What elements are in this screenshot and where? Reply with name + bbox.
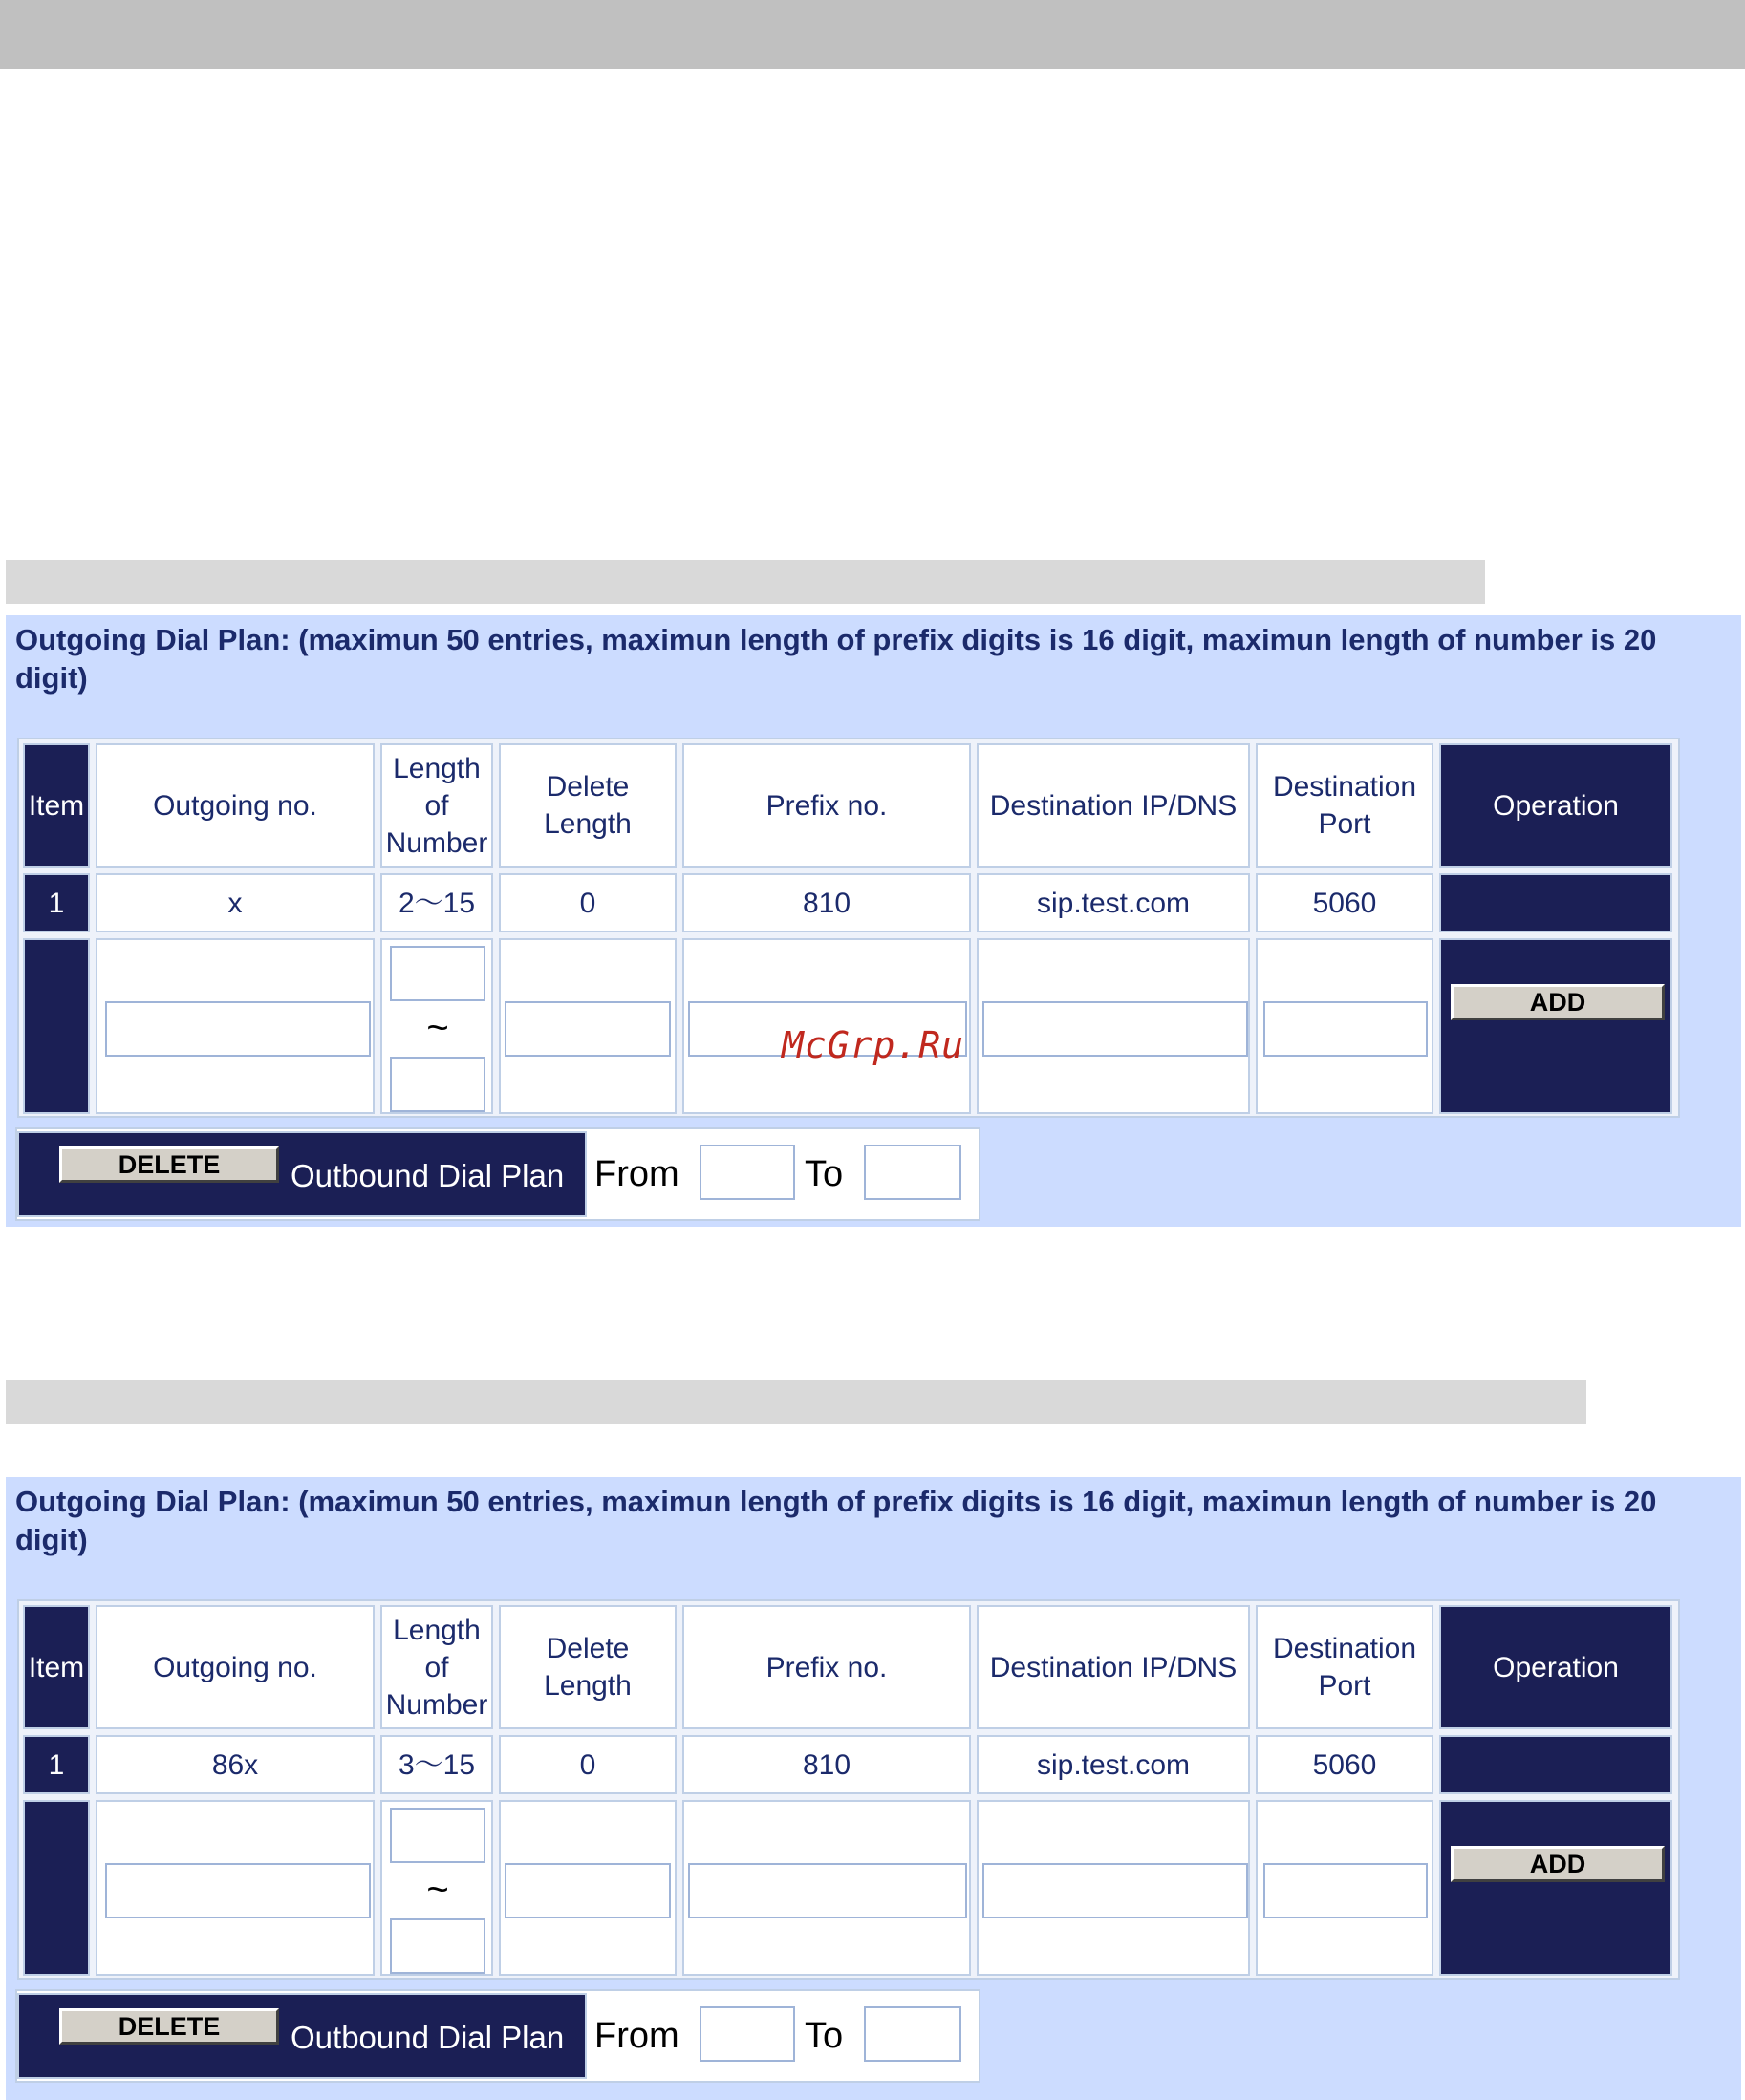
row-delete-length: 0	[499, 873, 677, 932]
to-label: To	[805, 2016, 844, 2056]
header-item: Item	[23, 1605, 90, 1729]
row-length-of-number: 2～15	[380, 873, 493, 932]
from-label: From	[594, 2016, 679, 2056]
row-outgoing-no: 86x	[96, 1735, 375, 1794]
row-operation	[1439, 1735, 1672, 1794]
row-operation	[1439, 873, 1672, 932]
row-prefix-no: 810	[682, 873, 971, 932]
length-min-input[interactable]	[390, 1808, 485, 1863]
header-destination-ip: Destination IP/DNS	[977, 743, 1250, 868]
row-destination-port: 5060	[1256, 873, 1433, 932]
range-tilde: ~	[426, 1869, 449, 1911]
dial-plan-panel-2	[6, 1477, 1741, 2100]
row-item: 1	[23, 873, 90, 932]
top-banner	[0, 0, 1745, 69]
to-input[interactable]	[864, 1145, 961, 1200]
row-prefix-no: 810	[682, 1735, 971, 1794]
add-button[interactable]: ADD	[1451, 1846, 1665, 1882]
header-operation: Operation	[1439, 743, 1672, 868]
watermark-logo: McGrp.Ru	[782, 1024, 965, 1066]
length-min-input[interactable]	[390, 946, 485, 1001]
delete-length-input[interactable]	[505, 1001, 671, 1057]
header-delete-length: Delete Length	[499, 1605, 677, 1729]
input-row-item	[23, 938, 90, 1114]
section-heading-bar-1	[6, 560, 1485, 604]
row-destination-ip: sip.test.com	[977, 873, 1250, 932]
header-length-of-number: Length of Number	[380, 743, 493, 868]
destination-port-input[interactable]	[1263, 1001, 1428, 1057]
row-delete-length: 0	[499, 1735, 677, 1794]
destination-ip-input[interactable]	[982, 1863, 1248, 1918]
from-label: From	[594, 1154, 679, 1194]
row-outgoing-no: x	[96, 873, 375, 932]
outgoing-no-input[interactable]	[105, 1863, 371, 1918]
range-tilde: ~	[426, 1007, 449, 1049]
delete-button[interactable]: DELETE	[59, 1146, 279, 1183]
header-prefix-no: Prefix no.	[682, 743, 971, 868]
header-operation: Operation	[1439, 1605, 1672, 1729]
from-input[interactable]	[700, 2006, 795, 2062]
row-item: 1	[23, 1735, 90, 1794]
header-length-of-number: Length of Number	[380, 1605, 493, 1729]
input-cell-operation	[1439, 1800, 1672, 1976]
add-button[interactable]: ADD	[1451, 984, 1665, 1020]
prefix-no-input[interactable]	[688, 1863, 967, 1918]
panel-title: Outgoing Dial Plan: (maximun 50 entries, maximun length of prefix digits is 16 digit, maximun length of number is 20 digit)	[15, 623, 1657, 695]
header-delete-length: Delete Length	[499, 743, 677, 868]
destination-port-input[interactable]	[1263, 1863, 1428, 1918]
header-item: Item	[23, 743, 90, 868]
to-label: To	[805, 1154, 844, 1194]
input-cell-operation	[1439, 938, 1672, 1114]
header-destination-port: Destination Port	[1256, 1605, 1433, 1729]
header-prefix-no: Prefix no.	[682, 1605, 971, 1729]
header-destination-port: Destination Port	[1256, 743, 1433, 868]
delete-caption: Outbound Dial Plan	[291, 1158, 565, 1193]
length-max-input[interactable]	[390, 1057, 485, 1112]
length-max-input[interactable]	[390, 1918, 485, 1974]
destination-ip-input[interactable]	[982, 1001, 1248, 1057]
delete-length-input[interactable]	[505, 1863, 671, 1918]
from-input[interactable]	[700, 1145, 795, 1200]
section-heading-bar-2	[6, 1380, 1586, 1424]
header-outgoing-no: Outgoing no.	[96, 743, 375, 868]
dial-plan-panel-1	[6, 615, 1741, 1227]
panel-title: Outgoing Dial Plan: (maximun 50 entries, maximun length of prefix digits is 16 digit, maximun length of number is 20 digit)	[15, 1485, 1657, 1556]
header-destination-ip: Destination IP/DNS	[977, 1605, 1250, 1729]
row-destination-port: 5060	[1256, 1735, 1433, 1794]
row-length-of-number: 3～15	[380, 1735, 493, 1794]
delete-button[interactable]: DELETE	[59, 2008, 279, 2045]
outgoing-no-input[interactable]	[105, 1001, 371, 1057]
delete-caption: Outbound Dial Plan	[291, 2020, 565, 2055]
header-outgoing-no: Outgoing no.	[96, 1605, 375, 1729]
to-input[interactable]	[864, 2006, 961, 2062]
input-row-item	[23, 1800, 90, 1976]
row-destination-ip: sip.test.com	[977, 1735, 1250, 1794]
